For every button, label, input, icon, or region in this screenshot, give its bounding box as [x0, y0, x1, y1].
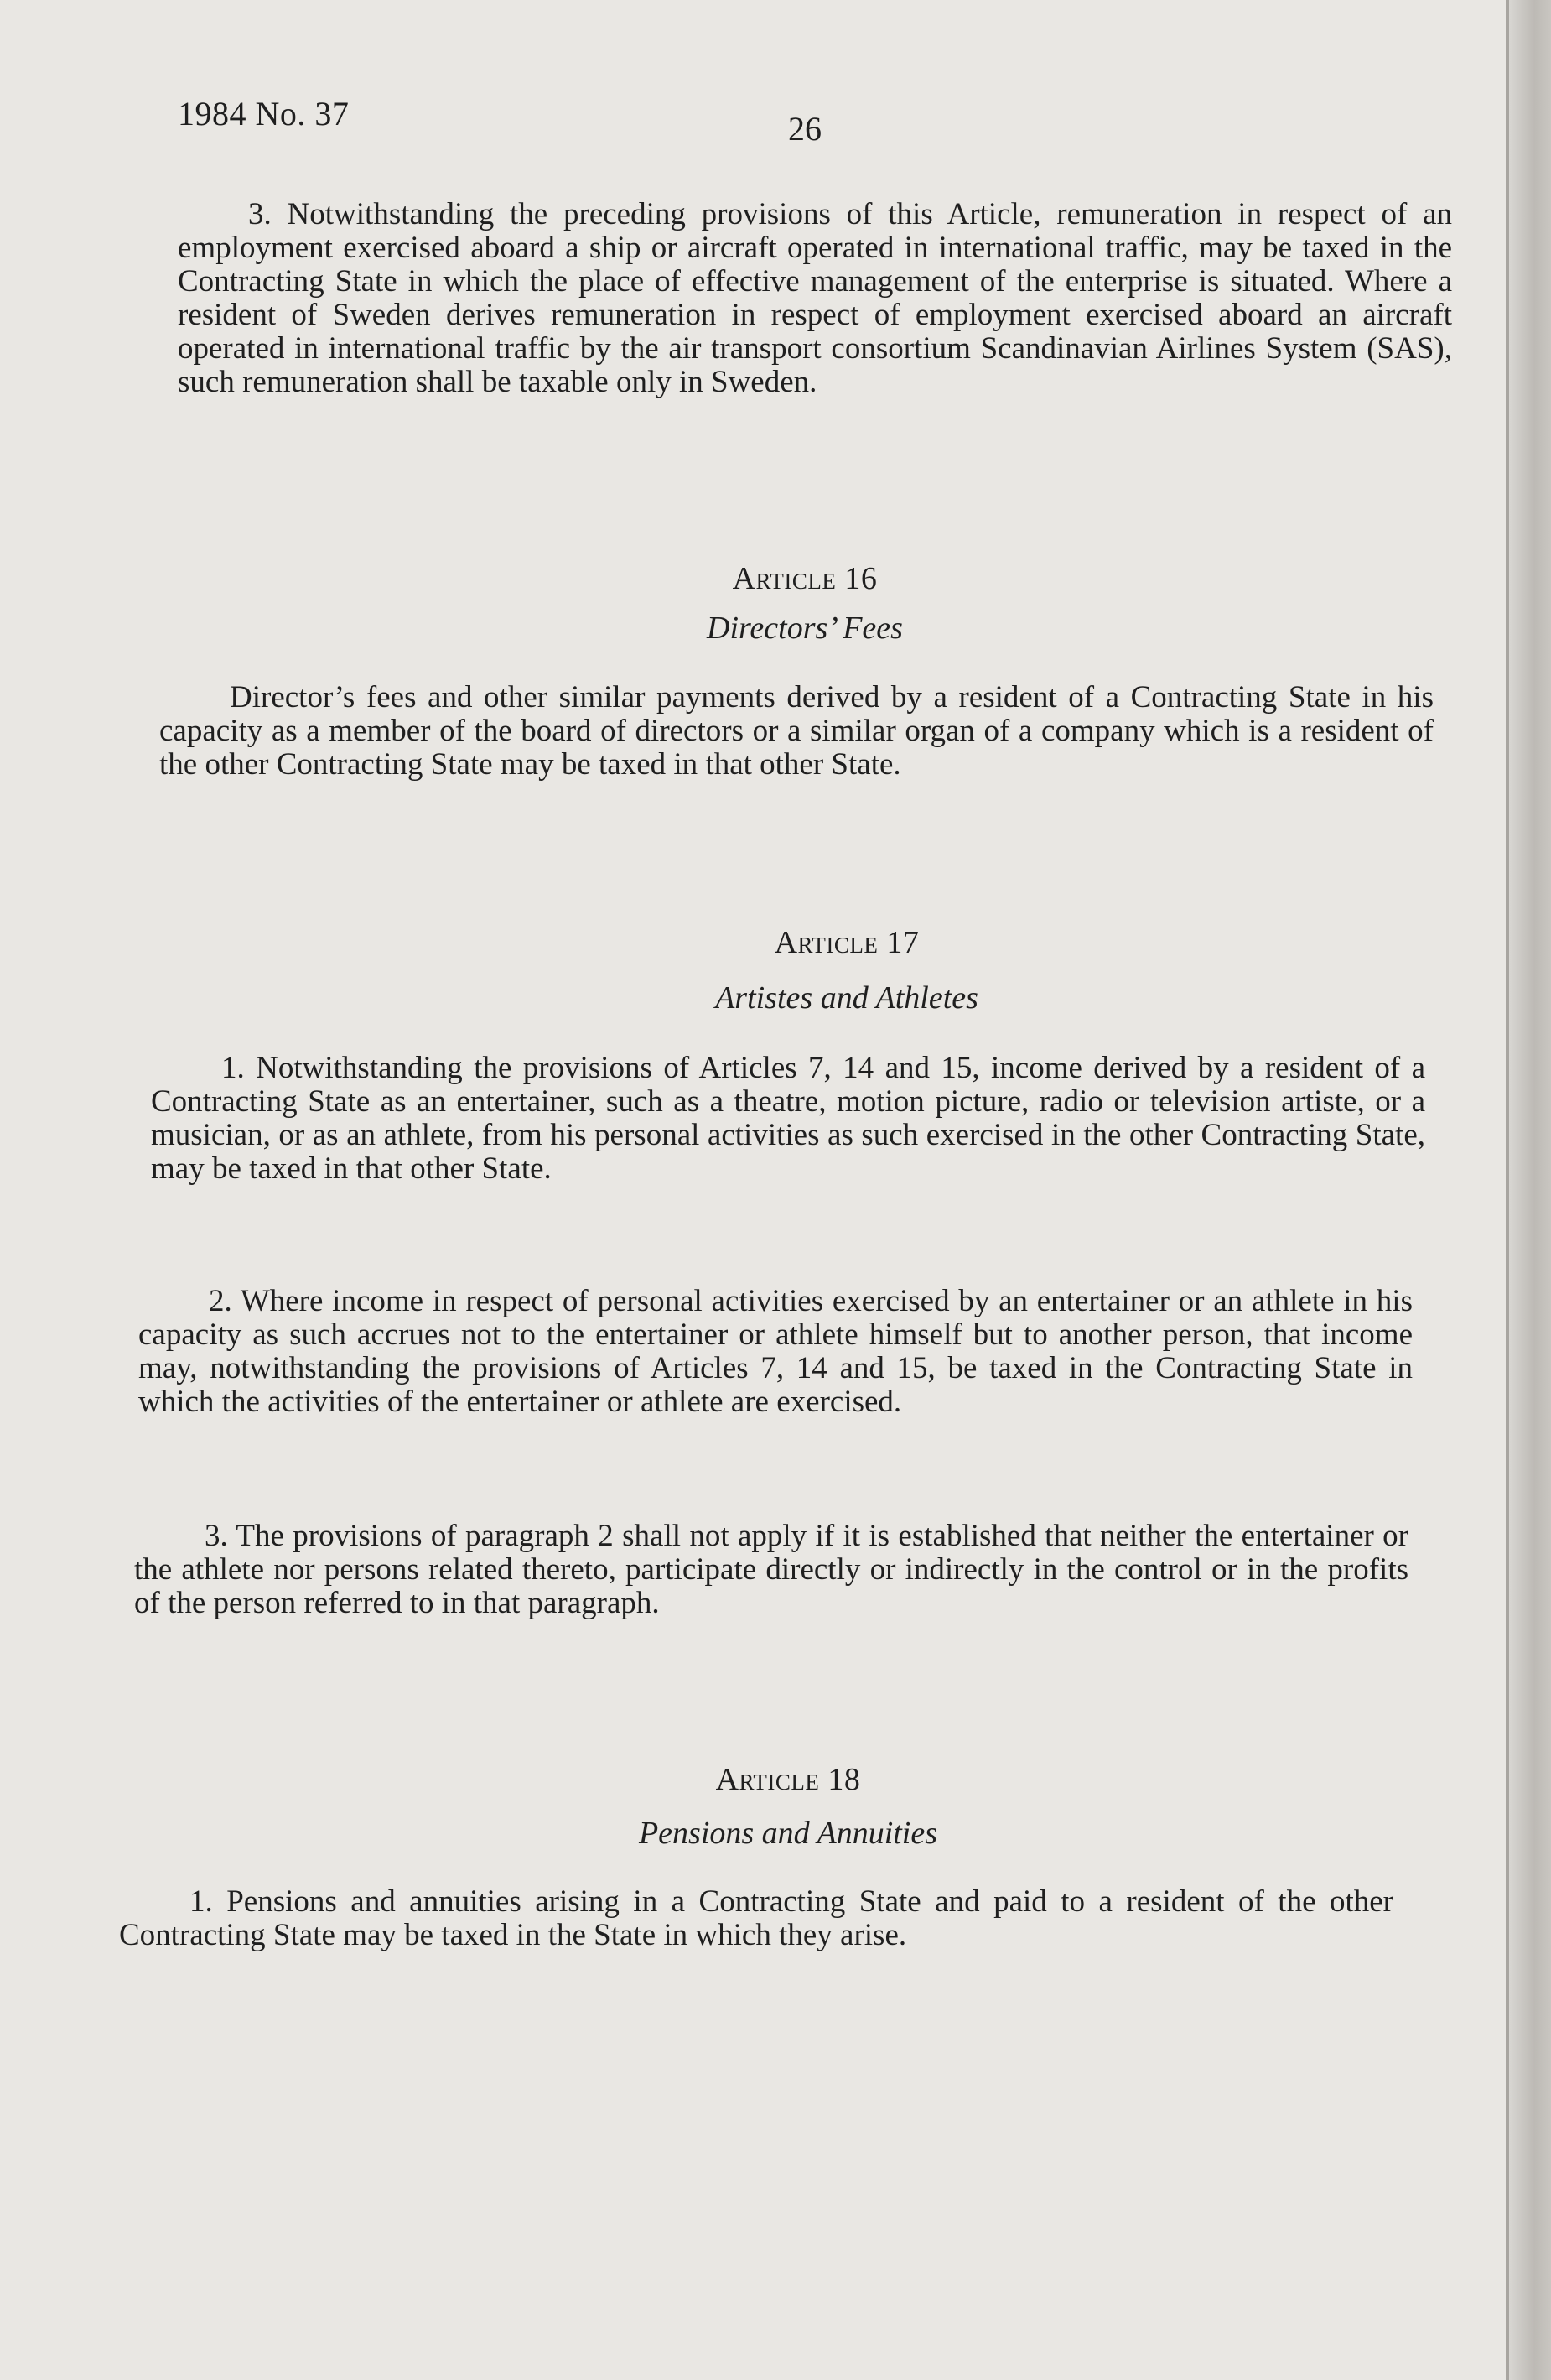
article-17-paragraph-2 [138, 1285, 1413, 1419]
paragraph-text: 1. Pensions and annuities arising in a Contracting State and paid to a resident of the other Contracting State may be taxed in the State in which they arise. [119, 1884, 1393, 1952]
heading-text: Article 16 [732, 561, 878, 596]
heading-text: Article 17 [774, 925, 920, 960]
article-18-heading [537, 1761, 1040, 1798]
page-number: 26 [788, 110, 822, 148]
article-17-heading [595, 924, 1098, 961]
paragraph-text: 3. Notwithstanding the preceding provisions of this Article, remuneration in respect of an employment exercised aboard a ship or aircraft operated in international traffic, may be taxed in the Contracting State in which the place of effective management of the enterprise is situated. Where a resident of Sweden derives remuneration in respect of employment exercised aboard an aircraft operated in international traffic by the air transport consortium Scandinavian Airlines System (SAS), such remuneration shall be taxable only in Sweden. [178, 197, 1452, 399]
article-17-paragraph-1 [151, 1052, 1425, 1186]
page-edge [1509, 0, 1551, 2380]
article-17-title: Artistes and Athletes [715, 980, 978, 1016]
article-16-title: Directors’ Fees [707, 611, 903, 646]
article-16-heading [553, 560, 1056, 597]
article-16-paragraph [159, 681, 1434, 782]
running-header: 1984 No. 37 [178, 95, 350, 133]
article-18-paragraph-1 [119, 1885, 1393, 1952]
heading-text: Article 18 [715, 1762, 861, 1797]
paragraph-text: 3. The provisions of paragraph 2 shall not apply if it is established that neither the entertainer or the athlete nor persons related thereto, participate directly or indirectly in the control or in the profits of the person referred to in that paragraph. [134, 1519, 1408, 1620]
article-15-paragraph-3 [178, 198, 1452, 399]
paragraph-text: 2. Where income in respect of personal activities exercised by an entertainer or an athlete in his capacity as such accrues not to the entertainer or athlete himself but to another person, that income may, notwithstanding the provisions of Articles 7, 14 and 15, be taxed in the Contracting State in which the activities of the entertainer or athlete are exercised. [138, 1284, 1413, 1419]
article-18-title: Pensions and Annuities [638, 1816, 938, 1851]
paragraph-text: Director’s fees and other similar payments derived by a resident of a Contracting State in his capacity as a member of the board of directors or a similar organ of a company which is a resident of the other Contracting State may be taxed in that other State. [159, 680, 1434, 782]
paragraph-text: 1. Notwithstanding the provisions of Articles 7, 14 and 15, income derived by a resident of a Contracting State as an entertainer, such as a theatre, motion picture, radio or television artiste, or a musician, or as an athlete, from his personal activities as such exercised in the other Contracting State, may be taxed in that other State. [151, 1051, 1425, 1186]
article-17-paragraph-3 [134, 1520, 1408, 1620]
